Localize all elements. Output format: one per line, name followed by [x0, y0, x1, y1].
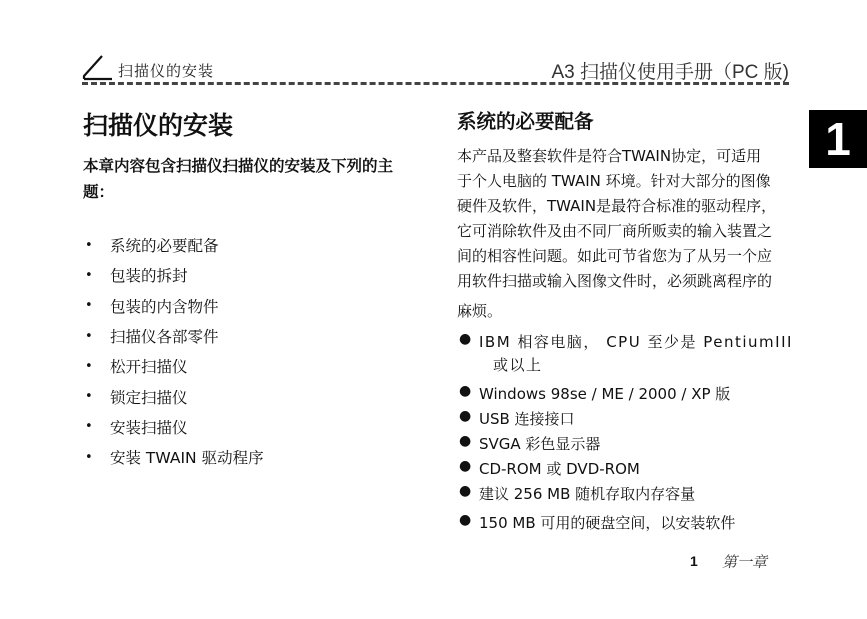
header-section-title: 扫描仪的安装 [118, 62, 215, 80]
header-dashed-rule [82, 82, 789, 85]
page-corner-logo-icon [82, 52, 112, 82]
requirements-list [459, 331, 793, 533]
header-manual-title: A3 扫描仪使用手册（PC 版) [551, 62, 789, 83]
list-item: • 松开扫描仪 [85, 358, 188, 377]
bullet-icon: • [85, 449, 93, 465]
bullet-icon: • [85, 298, 93, 314]
list-item: • 安装扫描仪 [85, 418, 188, 437]
page-number: 1 [690, 553, 698, 569]
bullet-icon: ● [459, 458, 472, 474]
bullet-icon: ● [459, 483, 472, 499]
paragraph-line: 麻烦。 [457, 302, 503, 320]
chapter-label: 第一章 [722, 553, 768, 571]
list-item: • 包装的拆封 [85, 267, 188, 286]
list-item: ● 150 MB 可用的硬盘空间，以安装软件 [459, 512, 736, 532]
list-item: • 安装 TWAIN 驱动程序 [85, 449, 264, 468]
chapter-tab: 1 [809, 110, 867, 168]
bullet-icon: ● [459, 331, 473, 347]
list-item: • 锁定扫描仪 [85, 388, 188, 407]
section-title: 系统的必要配备 [457, 110, 594, 133]
topic-list [85, 230, 264, 472]
list-item: ● CD-ROM 或 DVD-ROM [459, 458, 640, 478]
bullet-icon: • [85, 419, 93, 435]
bullet-icon: • [85, 328, 93, 344]
list-item: ● USB 连接接口 [459, 408, 575, 428]
list-item: ● IBM 相容电脑， CPU 至少是 PentiumIII 或以上 [459, 331, 793, 374]
bullet-icon: ● [459, 383, 472, 399]
bullet-icon: • [85, 267, 93, 283]
list-item: ● Windows 98se / ME / 2000 / XP 版 [459, 383, 731, 403]
chapter-intro: 本章内容包含扫描仪扫描仪的安装及下列的主题： [83, 157, 394, 201]
paragraph-line: 用软件扫描或输入图像文件时，必须跳离程序的 [457, 272, 773, 290]
bullet-icon: ● [459, 433, 472, 449]
section-paragraph [457, 144, 789, 324]
list-item: ● SVGA 彩色显示器 [459, 433, 601, 453]
paragraph-line: 于个人电脑的 TWAIN 环境。针对大部分的图像 [457, 172, 771, 190]
paragraph-line: 本产品及整套软件是符合TWAIN协定，可适用 [457, 147, 762, 165]
bullet-icon: • [85, 389, 93, 405]
paragraph-line: 硬件及软件，TWAIN是最符合标准的驱动程序， [457, 197, 777, 215]
list-item: • 包装的内含物件 [85, 297, 219, 316]
page-title: 扫描仪的安装 [83, 111, 234, 140]
list-item: • 系统的必要配备 [85, 237, 219, 256]
bullet-icon: • [85, 237, 93, 253]
paragraph-line: 它可消除软件及由不同厂商所贩卖的输入装置之 [457, 222, 773, 240]
list-item: ● 建议 256 MB 随机存取内存容量 [459, 483, 696, 503]
bullet-icon: ● [459, 512, 472, 528]
bullet-icon: • [85, 358, 93, 374]
list-item: • 扫描仪各部零件 [85, 328, 219, 347]
bullet-icon: ● [459, 408, 472, 424]
paragraph-line: 间的相容性问题。如此可节省您为了从另一个应 [457, 247, 773, 265]
